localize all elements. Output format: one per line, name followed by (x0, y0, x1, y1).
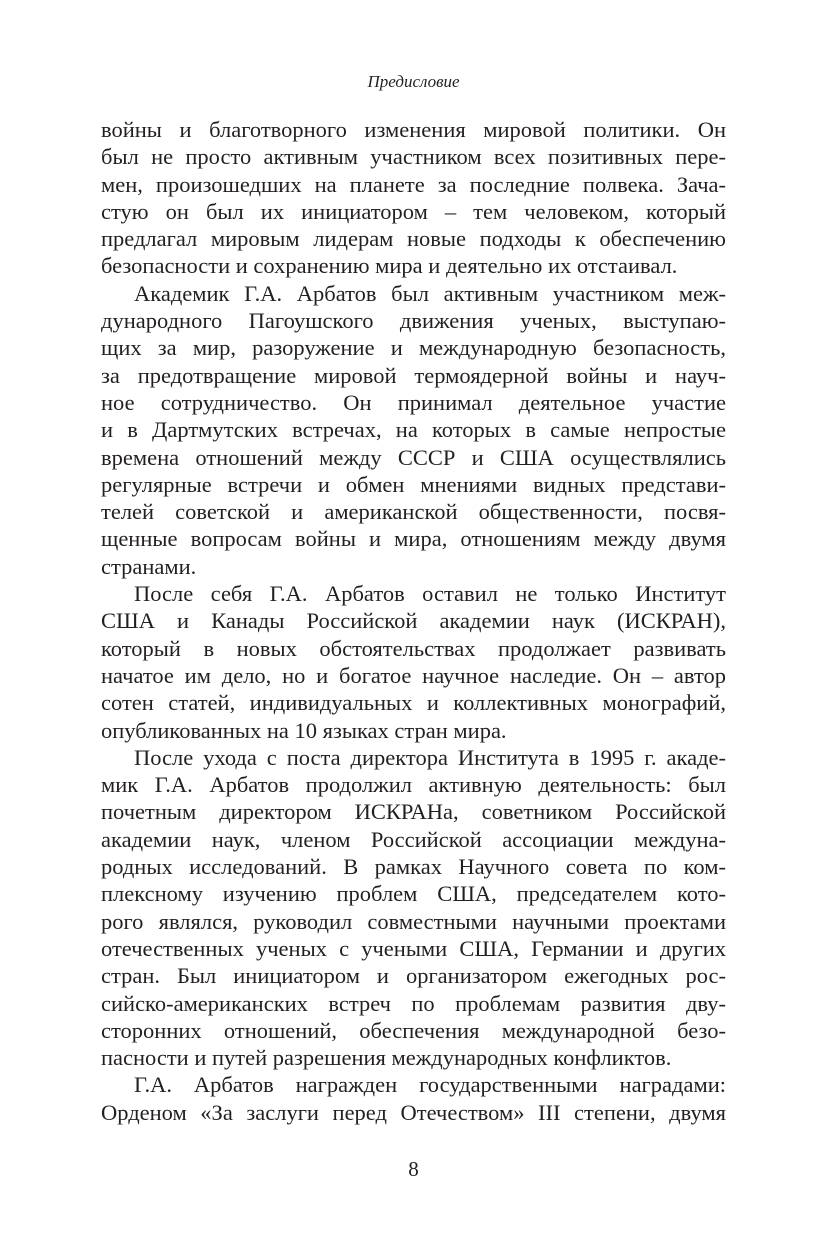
text-line: предлагал мировым лидерам новые подходы к обеспечению (101, 226, 726, 252)
text-line: мик Г.А. Арбатов продолжил активную деятельность: был (101, 772, 726, 798)
text-line: После себя Г.А. Арбатов оставил не только Институт (134, 581, 726, 607)
text-line: почетным директором ИСКРАНа, советником Российской (101, 799, 726, 825)
text-line: был не просто активным участником всех позитивных пере- (101, 144, 726, 170)
text-line: и в Дартмутских встречах, на которых в самые непростые (101, 417, 726, 443)
text-line: регулярные встречи и обмен мнениями видных представи- (101, 471, 726, 497)
text-line: Академик Г.А. Арбатов был активным участником меж- (134, 280, 726, 306)
text-line: опубликованных на 10 языках стран мира. (101, 717, 507, 743)
text-line: за предотвращение мировой термоядерной войны и науч- (101, 362, 726, 388)
text-line: сийско-американских встреч по проблемам развития дву- (101, 990, 726, 1016)
text-line: начатое им дело, но и богатое научное наследие. Он – автор (101, 662, 726, 688)
text-line: дународного Пагоушского движения ученых, выступаю- (101, 308, 726, 334)
text-line: странами. (101, 553, 197, 579)
text-line: пасности и путей разрешения международных конфликтов. (101, 1045, 672, 1071)
text-line: времена отношений между СССР и США осуществлялись (101, 444, 726, 470)
running-header: Предисловие (367, 72, 460, 91)
text-line: щенные вопросам войны и мира, отношениям между двумя (101, 526, 726, 552)
text-line: ное сотрудничество. Он принимал деятельное участие (101, 389, 726, 415)
text-line: стран. Был инициатором и организатором ежегодных рос- (101, 963, 726, 989)
text-line: отечественных ученых с учеными США, Германии и других (101, 935, 726, 961)
text-line: плексному изучению проблем США, председателем кото- (101, 881, 726, 907)
text-line: Г.А. Арбатов награжден государственными наградами: (134, 1072, 726, 1098)
text-line: безопасности и сохранению мира и деятельно их отстаивал. (101, 253, 678, 279)
text-line: родных исследований. В рамках Научного совета по ком- (101, 854, 726, 880)
text-line: который в новых обстоятельствах продолжает развивать (101, 635, 726, 661)
page-number: 8 (408, 1157, 419, 1181)
text-line: сотен статей, индивидуальных и коллективных монографий, (101, 690, 726, 716)
text-line: щих за мир, разоружение и международную безопасность, (101, 335, 726, 361)
text-line: Орденом «За заслуги перед Отечеством» III степени, двумя (101, 1099, 726, 1125)
text-line: рого являлся, руководил совместными научными проектами (101, 908, 726, 934)
body-text (101, 116, 726, 1126)
text-line: После ухода с поста директора Института в 1995 г. акаде- (134, 744, 726, 770)
text-line: академии наук, членом Российской ассоциации междуна- (101, 826, 726, 852)
text-line: войны и благотворного изменения мировой политики. Он (101, 117, 726, 142)
text-line: сторонних отношений, обеспечения международной безо- (101, 1017, 726, 1043)
text-line: США и Канады Российской академии наук (ИСКРАН), (101, 608, 726, 634)
text-line: телей советской и американской общественности, посвя- (101, 499, 726, 525)
text-line: мен, произошедших на планете за последние полвека. Зача- (101, 171, 726, 197)
text-line: стую он был их инициатором – тем человеком, который (101, 198, 726, 224)
